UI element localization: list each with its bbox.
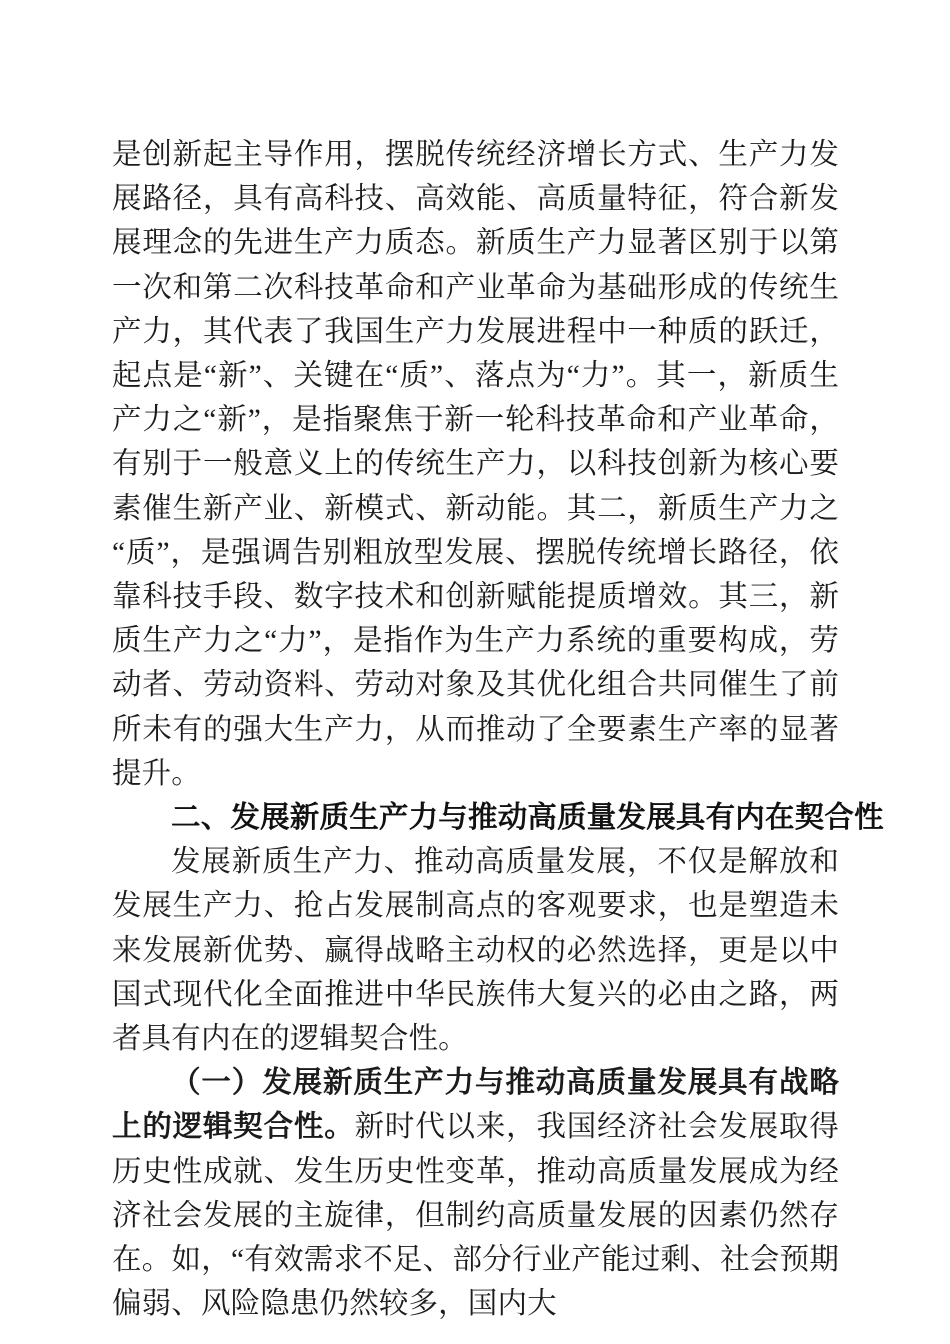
paragraph-subsection-one <box>112 1061 839 1326</box>
subsection-one-lead-sentence: （一）发展新质生产力与推动高质量发展具有战略上的逻辑契合性。 <box>112 1067 839 1144</box>
text-column <box>112 133 884 1326</box>
section-heading-two: 二、发展新质生产力与推动高质量发展具有内在契合性 <box>171 801 884 835</box>
paragraph-section-intro: 发展新质生产力、推动高质量发展，不仅是解放和发展生产力、抢占发展制高点的客观要求，也是塑造未来发展新优势、赢得战略主动权的必然选择，更是以中国式现代化全面推进中华民族伟大复兴的必由之路，两者具有内在的逻辑契合性。 <box>112 846 839 1056</box>
paragraph-continued-from-previous-page: 是创新起主导作用，摆脱传统经济增长方式、生产力发展路径，具有高科技、高效能、高质量特征，符合新发展理念的先进生产力质态。新质生产力显著区别于以第一次和第二次科技革命和产业革命为基础形成的传统生产力，其代表了我国生产力发展进程中一种质的跃迁，起点是“新”、关键在“质”、落点为“力”。其一，新质生产力之“新”，是指聚焦于新一轮科技革命和产业革命，有别于一般意义上的传统生产力，以科技创新为核心要素催生新产业、新模式、新动能。其二，新质生产力之“质”，是强调告别粗放型发展、摆脱传统增长路径，依靠科技手段、数字技术和创新赋能提质增效。其三，新质生产力之“力”，是指作为生产力系统的重要构成，劳动者、劳动资料、劳动对象及其优化组合共同催生了前所未有的强大生产力，从而推动了全要素生产率的显著提升。 <box>112 139 839 790</box>
subsection-one-body-text: 新时代以来，我国经济社会发展取得历史性成就、发生历史性变革，推动高质量发展成为经济社会发展的主旋律，但制约高质量发展的因素仍然存在。如，“有效需求不足、部分行业产能过剩、社会预期偏弱、风险隐患仍然较多，国内大 <box>112 1111 840 1321</box>
